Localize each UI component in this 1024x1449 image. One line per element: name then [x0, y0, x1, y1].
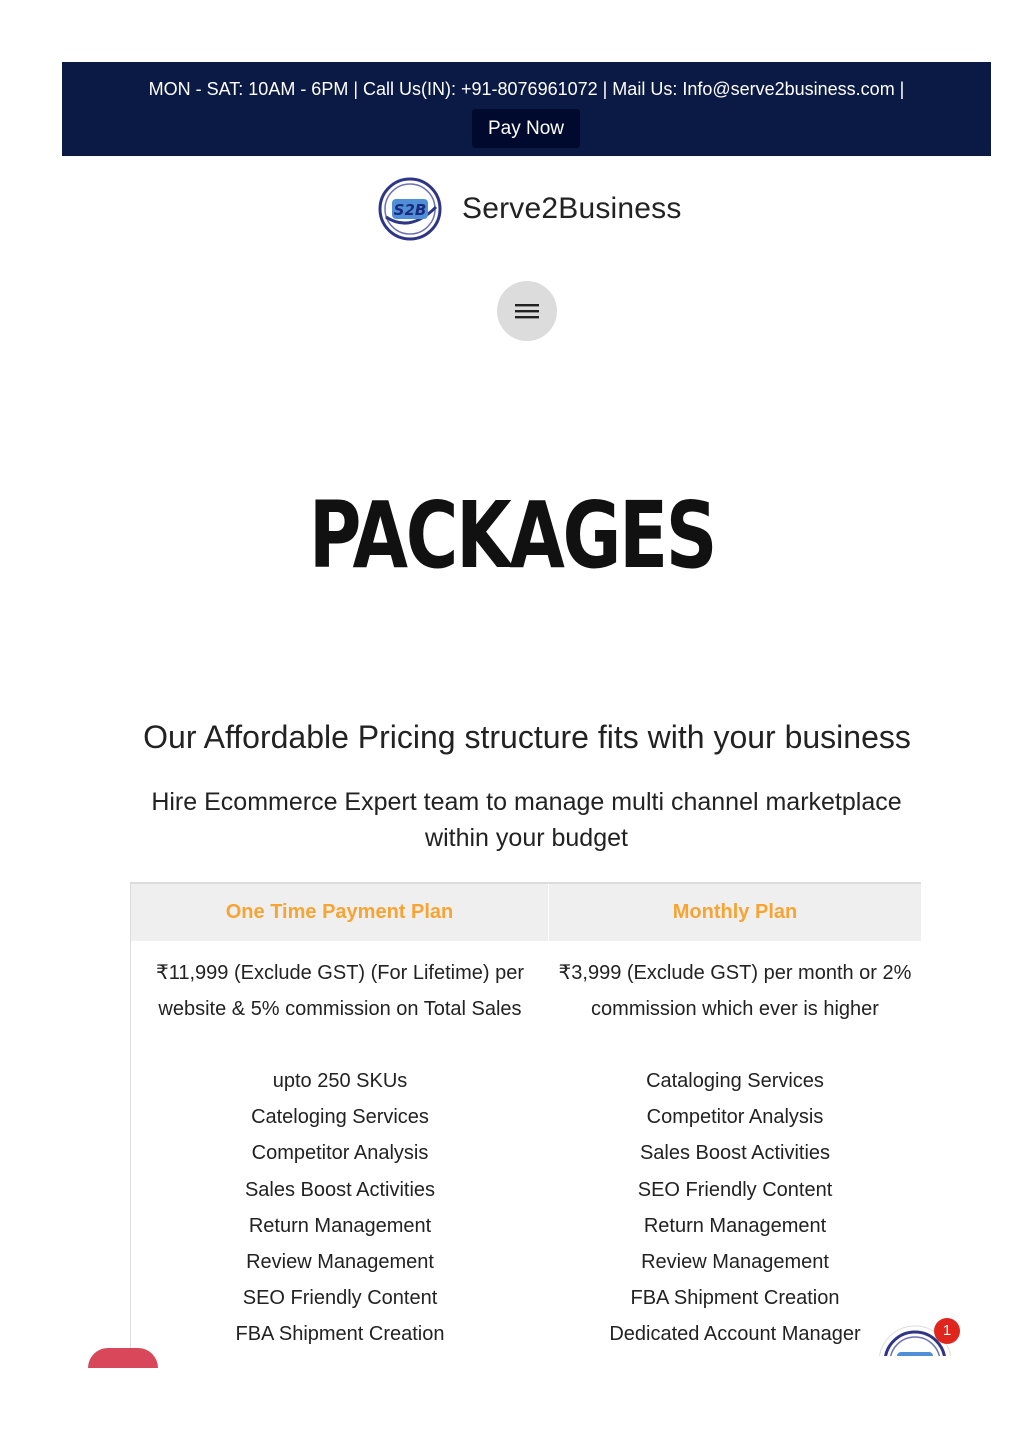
site-name: Serve2Business: [462, 192, 682, 225]
top-info-bar: [62, 62, 991, 156]
plan-heading: Monthly Plan: [549, 884, 921, 941]
pricing-table: [130, 882, 921, 1359]
feature-item: Return Management: [643, 1214, 827, 1237]
feature-item: Cateloging Services: [251, 1106, 429, 1129]
feature-item: Review Management: [246, 1251, 434, 1274]
menu-toggle-button[interactable]: [497, 281, 557, 341]
packages-heading: PACKAGES: [308, 482, 716, 589]
feature-item: Review Management: [641, 1251, 829, 1274]
contact-info-text: MON - SAT: 10AM - 6PM | Call Us(IN): +91-8076961072 | Mail Us: Info@serve2business.com |: [148, 79, 905, 99]
feature-item: upto 250 SKUs: [272, 1070, 408, 1092]
plan-price: ₹11,999 (Exclude GST) (For Lifetime) per website & 5% commission on Total Sales: [155, 962, 525, 1020]
serve2business-logo: [378, 177, 442, 241]
chat-icon: [88, 1348, 158, 1368]
pricing-title: Our Affordable Pricing structure fits with your business: [143, 719, 911, 755]
feature-item: SEO Friendly Content: [637, 1178, 833, 1201]
plan-column-one-time: [131, 884, 549, 1359]
feature-list: [549, 1063, 921, 1353]
brand[interactable]: [378, 176, 682, 242]
notification-badge: 1: [934, 1318, 960, 1344]
feature-item: Return Management: [248, 1214, 432, 1237]
plan-heading: One Time Payment Plan: [131, 884, 549, 941]
feature-item: FBA Shipment Creation: [235, 1323, 445, 1346]
chat-widget-button[interactable]: [88, 1348, 158, 1368]
plan-price: ₹3,999 (Exclude GST) per month or 2% commission which ever is higher: [558, 962, 912, 1020]
feature-item: FBA Shipment Creation: [630, 1287, 840, 1310]
feature-item: Sales Boost Activities: [244, 1178, 436, 1201]
feature-list: [131, 1063, 549, 1353]
feature-item: Cataloging Services: [646, 1070, 824, 1092]
feature-item: Competitor Analysis: [646, 1106, 824, 1129]
hamburger-menu-icon: [515, 300, 539, 322]
pay-now-button[interactable]: Pay Now: [472, 109, 580, 148]
plan-column-monthly: [549, 884, 921, 1359]
feature-item: SEO Friendly Content: [242, 1287, 438, 1310]
svg-text:S2B: S2B: [393, 201, 427, 219]
feature-item: Sales Boost Activities: [639, 1142, 831, 1165]
feature-item: Competitor Analysis: [251, 1142, 429, 1165]
pricing-subtitle: Hire Ecommerce Expert team to manage multi channel marketplace within your budget: [151, 788, 902, 852]
feature-item: Dedicated Account Manager: [609, 1323, 861, 1346]
